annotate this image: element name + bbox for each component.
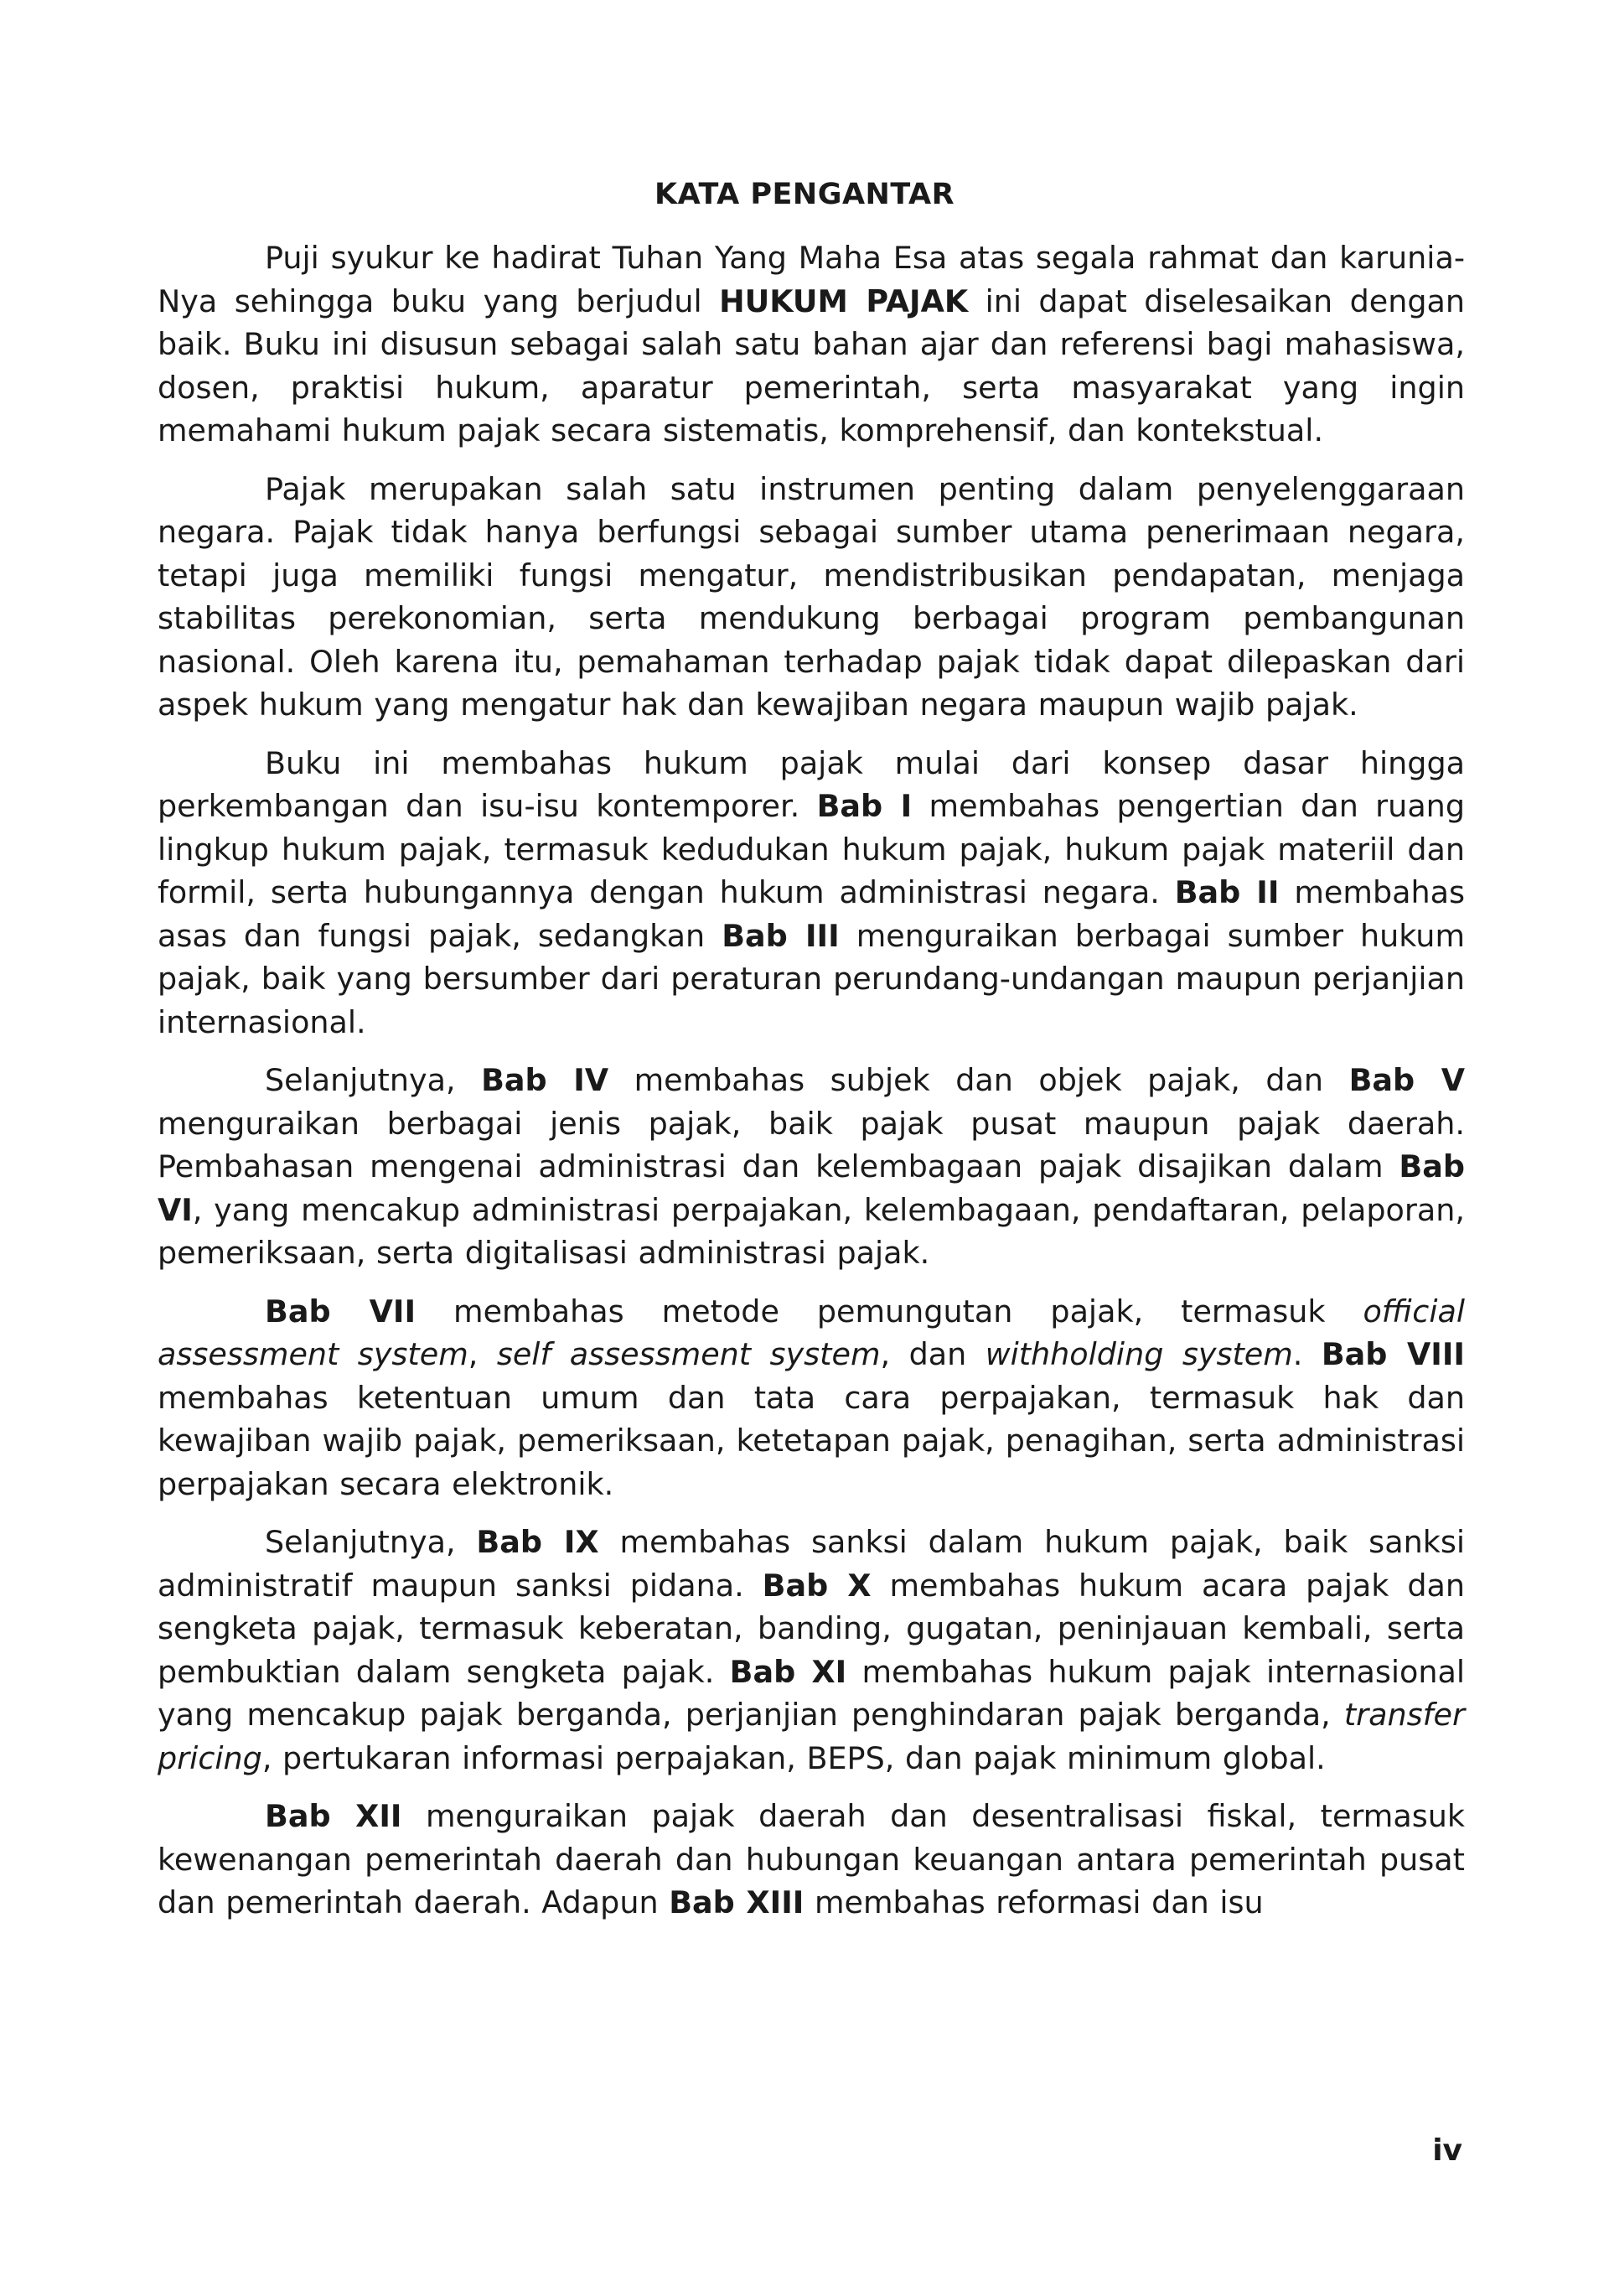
bold-text: Bab VIII (1321, 1336, 1465, 1372)
text-run: membahas hukum acara pajak dan sengketa pajak, termasuk keberatan, banding, gugatan, peninjauan kembali, serta pembuktian dalam sengketa pajak. (158, 1567, 1465, 1690)
italic-text: withholding system (985, 1336, 1293, 1372)
paragraph (158, 1059, 1465, 1275)
paragraph (158, 1290, 1465, 1506)
paragraph (158, 236, 1465, 453)
paragraph (158, 742, 1465, 1044)
text-run: , dan (880, 1336, 986, 1372)
text-run: membahas reformasi dan isu (804, 1884, 1264, 1920)
text-run: Puji syukur ke hadirat Tuhan Yang Maha Esa atas segala rahmat dan karunia-Nya sehingga buku yang berjudul (158, 240, 1465, 319)
italic-text: official assessment system (158, 1293, 1465, 1372)
text-run: membahas metode pemungutan pajak, termasuk (416, 1293, 1363, 1329)
text-run: , yang mencakup administrasi perpajakan, kelembagaan, pendaftaran, pelaporan, pemeriksaan, serta digitalisasi administrasi pajak. (158, 1191, 1465, 1271)
bold-text: HUKUM PAJAK (719, 282, 969, 319)
text-run: menguraikan pajak daerah dan desentralisasi fiskal, termasuk kewenangan pemerintah daerah dan hubungan keuangan antara pemerintah pusat dan pemerintah daerah. Adapun (158, 1798, 1466, 1920)
text-run: Selanjutnya, (265, 1062, 482, 1098)
bold-text: Bab X (762, 1567, 872, 1604)
bold-text: Bab IX (476, 1524, 599, 1560)
text-run: membahas sanksi dalam hukum pajak, baik sanksi administratif maupun sanksi pidana. (158, 1524, 1465, 1604)
text-run: , pertukaran informasi perpajakan, BEPS, dan pajak minimum global. (261, 1739, 1326, 1776)
text-run: , (468, 1336, 497, 1372)
text-run: menguraikan berbagai sumber hukum pajak, baik yang bersumber dari peraturan perundang-undangan maupun perjanjian internasional. (158, 917, 1466, 1040)
body-text (158, 236, 1465, 1940)
paragraph (158, 1521, 1465, 1780)
text-run: Pajak merupakan salah satu instrumen penting dalam penyelenggaraan negara. Pajak tidak hanya berfungsi sebagai sumber utama penerimaan negara, tetapi juga memiliki fungsi mengatur, mendistribusikan pendapatan, menjaga stabilitas perekonomian, serta mendukung berbagai program pembangunan nasional. Oleh karena itu, pemahaman terhadap pajak tidak dapat dilepaskan dari aspek hukum yang mengatur hak dan kewajiban negara maupun wajib pajak. (158, 470, 1465, 723)
text-run: membahas pengertian dan ruang lingkup hukum pajak, termasuk kedudukan hukum pajak, hukum pajak materiil dan formil, serta hubungannya dengan hukum administrasi negara. (158, 788, 1465, 910)
bold-text: Bab I (816, 788, 913, 824)
bold-text: Bab II (1174, 874, 1280, 910)
italic-text: self assessment system (496, 1336, 881, 1372)
text-run: . (1292, 1336, 1322, 1372)
bold-text: Bab XI (729, 1653, 847, 1690)
bold-text: Bab VII (265, 1293, 416, 1329)
bold-text: Bab XIII (669, 1884, 804, 1920)
bold-text: Bab V (1348, 1062, 1465, 1098)
paragraph (158, 468, 1465, 727)
bold-text: Bab IV (481, 1062, 609, 1098)
bold-text: Bab VI (158, 1148, 1465, 1228)
page-title: KATA PENGANTAR (654, 178, 955, 211)
text-run: membahas asas dan fungsi pajak, sedangkan (158, 874, 1465, 954)
paragraph (158, 1795, 1465, 1925)
text-run: Selanjutnya, (265, 1524, 477, 1560)
bold-text: Bab III (722, 917, 840, 954)
bold-text: Bab XII (265, 1798, 402, 1834)
text-run: menguraikan berbagai jenis pajak, baik pajak pusat maupun pajak daerah. Pembahasan mengenai administrasi dan kelembagaan pajak disajikan dalam (158, 1105, 1465, 1184)
text-run: membahas hukum pajak internasional yang mencakup pajak berganda, perjanjian penghindaran pajak berganda, (158, 1653, 1465, 1733)
text-run: membahas subjek dan objek pajak, dan (608, 1062, 1349, 1098)
text-run: ini dapat diselesaikan dengan baik. Buku ini disusun sebagai salah satu bahan ajar dan referensi bagi mahasiswa, dosen, praktisi hukum, aparatur pemerintah, serta masyarakat yang ingin memahami hukum pajak secara sistematis, komprehensif, dan kontekstual. (158, 282, 1465, 448)
text-run: Buku ini membahas hukum pajak mulai dari konsep dasar hingga perkembangan dan isu-isu kontemporer. (158, 744, 1465, 824)
page-number: iv (1432, 2133, 1462, 2168)
text-run: membahas ketentuan umum dan tata cara perpajakan, termasuk hak dan kewajiban wajib pajak, pemeriksaan, ketetapan pajak, penagihan, serta administrasi perpajakan secara elektronik. (158, 1379, 1465, 1502)
italic-text: transfer pricing (158, 1697, 1465, 1776)
